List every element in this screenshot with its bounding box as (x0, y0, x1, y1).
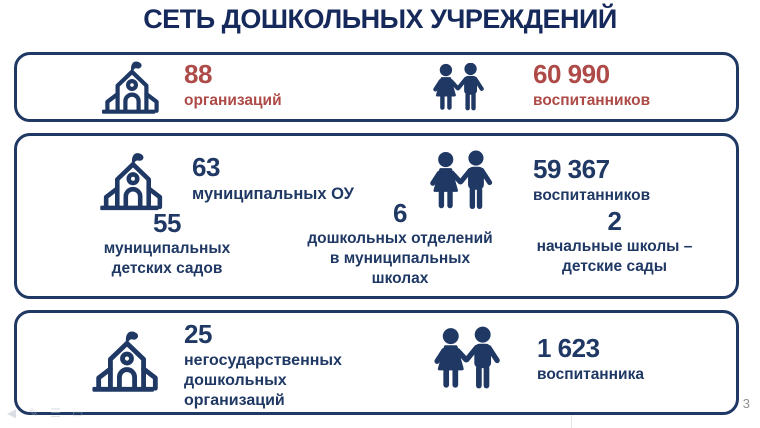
stat-label: организаций (184, 92, 282, 110)
stat-private-pupils (537, 335, 644, 385)
stat-label: муниципальных ОУ (192, 185, 354, 204)
stat-label-line: муниципальных (103, 240, 231, 258)
expand-icon[interactable]: ▭ (71, 406, 84, 420)
children-icon (427, 63, 493, 117)
stat-municipal-pupils (533, 156, 650, 206)
box-municipal (14, 133, 739, 299)
stat-label-line: в муниципальных (329, 250, 471, 268)
stat-value: 88 (184, 59, 212, 89)
stat-value: 1 623 (537, 333, 600, 363)
box-private (14, 310, 739, 415)
page-number: 3 (742, 396, 750, 411)
stat-value: 55 (153, 208, 181, 238)
stat-label-line: детские сады (562, 258, 667, 276)
stat-value: 6 (393, 198, 407, 228)
stat-label: воспитанников (533, 187, 651, 205)
stat-label-line: начальные школы – (536, 238, 693, 256)
stat-value: 25 (184, 319, 212, 349)
children-icon (427, 148, 499, 220)
pen-icon[interactable]: ✎ (28, 406, 39, 420)
stat-total-pupils (533, 61, 650, 111)
back-arrow-icon[interactable]: ◀ (6, 406, 17, 420)
slide-title: СЕТЬ ДОШКОЛЬНЫХ УЧРЕЖДЕНИЙ (143, 4, 617, 34)
stat-primary-schools (507, 208, 722, 277)
stat-private-organizations (184, 321, 342, 411)
stat-value: 60 990 (533, 59, 610, 89)
stat-municipal-ou (192, 154, 354, 205)
stat-label-line: детских садов (111, 260, 223, 278)
stat-label-line: школах (371, 269, 429, 287)
divider-line (571, 415, 572, 428)
building-icon (97, 58, 167, 118)
slideshow-toolbar (4, 407, 85, 420)
stat-value: 59 367 (533, 154, 610, 184)
stat-municipal-kindergartens (47, 210, 287, 279)
stat-total-organizations (184, 61, 282, 111)
stat-value: 63 (192, 152, 220, 182)
stat-label-line: дошкольных (184, 372, 287, 390)
children-icon (431, 325, 507, 399)
menu-icon[interactable]: ☰ (50, 406, 61, 420)
stat-value: 2 (607, 206, 622, 236)
stat-label: воспитанников (533, 92, 651, 110)
building-icon (97, 149, 169, 215)
building-icon (89, 327, 165, 397)
stat-label-line: дошкольных отделений (307, 230, 493, 248)
stat-label: воспитанника (537, 366, 644, 384)
stat-label-line: негосударственных (184, 352, 342, 370)
box-total (14, 52, 739, 122)
stat-label-line: организаций (184, 392, 285, 410)
